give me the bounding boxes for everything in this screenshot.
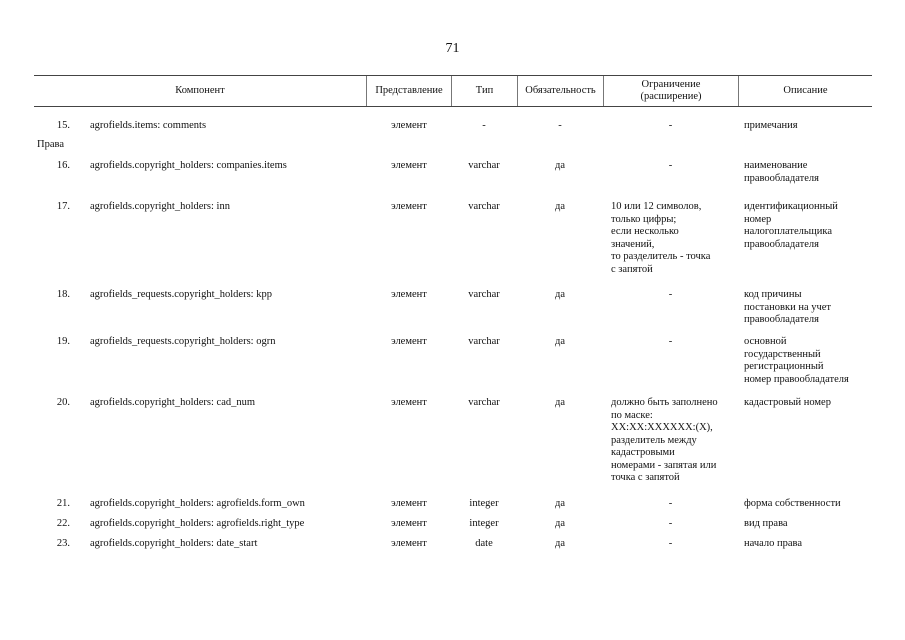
page-number: 71 (445, 41, 460, 56)
row-component: agrofields.copyright_holders: agrofields.right_type (90, 518, 305, 529)
row-description-line: налогоплательщика (744, 226, 832, 237)
row-limit-line: если несколько (611, 226, 679, 237)
row-limit-line: разделитель между (611, 434, 697, 446)
row-description-line: начало права (744, 538, 803, 549)
header-limit-line2: (расширение) (640, 91, 702, 102)
row-representation: элемент (391, 397, 427, 408)
row-component: agrofields.copyright_holders: agrofields.form_own (90, 498, 305, 509)
row-number: 15. (56, 120, 70, 131)
row-description-line: правообладателя (744, 238, 819, 250)
row-number: 20. (56, 397, 70, 408)
row-type: integer (469, 498, 499, 509)
row-limit-line: номерами - запятая или (611, 459, 717, 471)
row-limit-line: кадастровыми (611, 447, 675, 458)
row-limit-line: точка с запятой (611, 472, 680, 483)
header-limit (603, 76, 738, 106)
row-number: 23. (56, 538, 70, 549)
row-representation: элемент (391, 518, 427, 529)
row-limit-line: - (668, 160, 673, 171)
header-description: Описание (738, 76, 872, 106)
row-description-line: наименование (744, 160, 808, 171)
row-limit-line: - (668, 120, 673, 131)
row-limit-line: то разделитель - точка (611, 251, 711, 262)
row-description-line: регистрационный (744, 361, 824, 372)
row-limit (604, 160, 737, 173)
row-representation: элемент (391, 289, 427, 300)
row-number: 16. (56, 160, 70, 171)
header-type: Тип (451, 76, 517, 106)
row-limit-line: с запятой (611, 263, 653, 275)
row-required: да (554, 336, 565, 347)
row-required: да (554, 160, 565, 171)
section-label-rights: Права (37, 139, 64, 150)
row-description-line: основной (744, 336, 787, 347)
row-description (744, 336, 872, 386)
row-limit (604, 289, 737, 302)
row-type: varchar (468, 160, 500, 171)
row-required: - (558, 120, 562, 131)
row-limit-line: - (668, 289, 673, 300)
row-number: 18. (56, 289, 70, 300)
header-component: Компонент (175, 85, 225, 96)
row-component: agrofields.copyright_holders: inn (90, 201, 230, 212)
row-representation: элемент (391, 201, 427, 212)
header-required: Обязательность (517, 76, 603, 106)
row-description-line: номер (744, 213, 772, 225)
row-component: agrofields.copyright_holders: date_start (90, 538, 258, 549)
row-type: varchar (468, 289, 500, 300)
row-type: date (475, 538, 493, 549)
row-type: varchar (468, 201, 500, 212)
row-type: - (482, 120, 486, 131)
row-limit-line: - (668, 518, 673, 529)
row-required: да (554, 538, 565, 549)
row-component: agrofields.copyright_holders: cad_num (90, 397, 256, 408)
row-description-line: вид права (744, 518, 788, 529)
row-number: 17. (56, 201, 70, 212)
table-header (34, 75, 872, 107)
row-limit (604, 336, 737, 349)
row-component: agrofields_requests.copyright_holders: ogrn (90, 336, 276, 347)
row-limit-line: только цифры; (611, 213, 677, 225)
row-limit-line: - (668, 538, 673, 549)
row-limit-line: значений, (611, 238, 655, 250)
row-description-line: кадастровый номер (744, 397, 831, 408)
row-description-line: код причины (744, 289, 802, 300)
row-required: да (554, 289, 565, 300)
header-representation: Представление (366, 76, 451, 106)
row-required: да (554, 518, 565, 529)
row-number: 21. (56, 498, 70, 509)
row-component: agrofields.items: comments (90, 120, 207, 131)
header-limit-line1: Ограничение (641, 79, 701, 90)
row-limit-line: XX:XX:XXXXXX:(X), (611, 422, 713, 433)
row-type: varchar (468, 397, 500, 408)
row-limit-line: - (668, 336, 673, 347)
row-limit (611, 201, 731, 276)
row-description-line: идентификационный (744, 201, 838, 212)
row-limit (611, 397, 731, 485)
row-component: agrofields_requests.copyright_holders: kpp (90, 289, 272, 300)
row-description-line: форма собственности (744, 498, 841, 509)
row-description-line: правообладателя (744, 314, 819, 325)
row-description-line: постановки на учет (744, 301, 832, 313)
row-limit (604, 498, 737, 511)
row-number: 22. (56, 518, 70, 529)
row-representation: элемент (391, 336, 427, 347)
row-limit-line: должно быть заполнено (611, 397, 718, 408)
row-limit (604, 538, 737, 551)
row-limit-line: - (668, 498, 673, 509)
row-description (744, 538, 872, 551)
row-required: да (554, 201, 565, 212)
row-description (744, 498, 872, 511)
row-number: 19. (56, 336, 70, 347)
row-description-line: государственный (744, 348, 821, 360)
row-limit-line: 10 или 12 символов, (611, 201, 702, 212)
row-description (744, 201, 872, 251)
row-type: varchar (468, 336, 500, 347)
row-description-line: примечания (744, 120, 798, 131)
row-type: integer (469, 518, 499, 529)
row-description (744, 518, 872, 531)
row-representation: элемент (391, 498, 427, 509)
row-description (744, 397, 872, 410)
row-limit (604, 518, 737, 531)
row-description-line: правообладателя (744, 172, 819, 184)
row-representation: элемент (391, 538, 427, 549)
row-limit-line: по маске: (611, 409, 653, 421)
row-description (744, 289, 872, 327)
row-required: да (554, 397, 565, 408)
row-representation: элемент (391, 160, 427, 171)
row-limit (604, 120, 737, 133)
row-description (744, 120, 872, 133)
row-required: да (554, 498, 565, 509)
row-component: agrofields.copyright_holders: companies.items (90, 160, 287, 171)
row-representation: элемент (391, 120, 427, 131)
row-description-line: номер правообладателя (744, 373, 849, 385)
row-description (744, 160, 872, 185)
